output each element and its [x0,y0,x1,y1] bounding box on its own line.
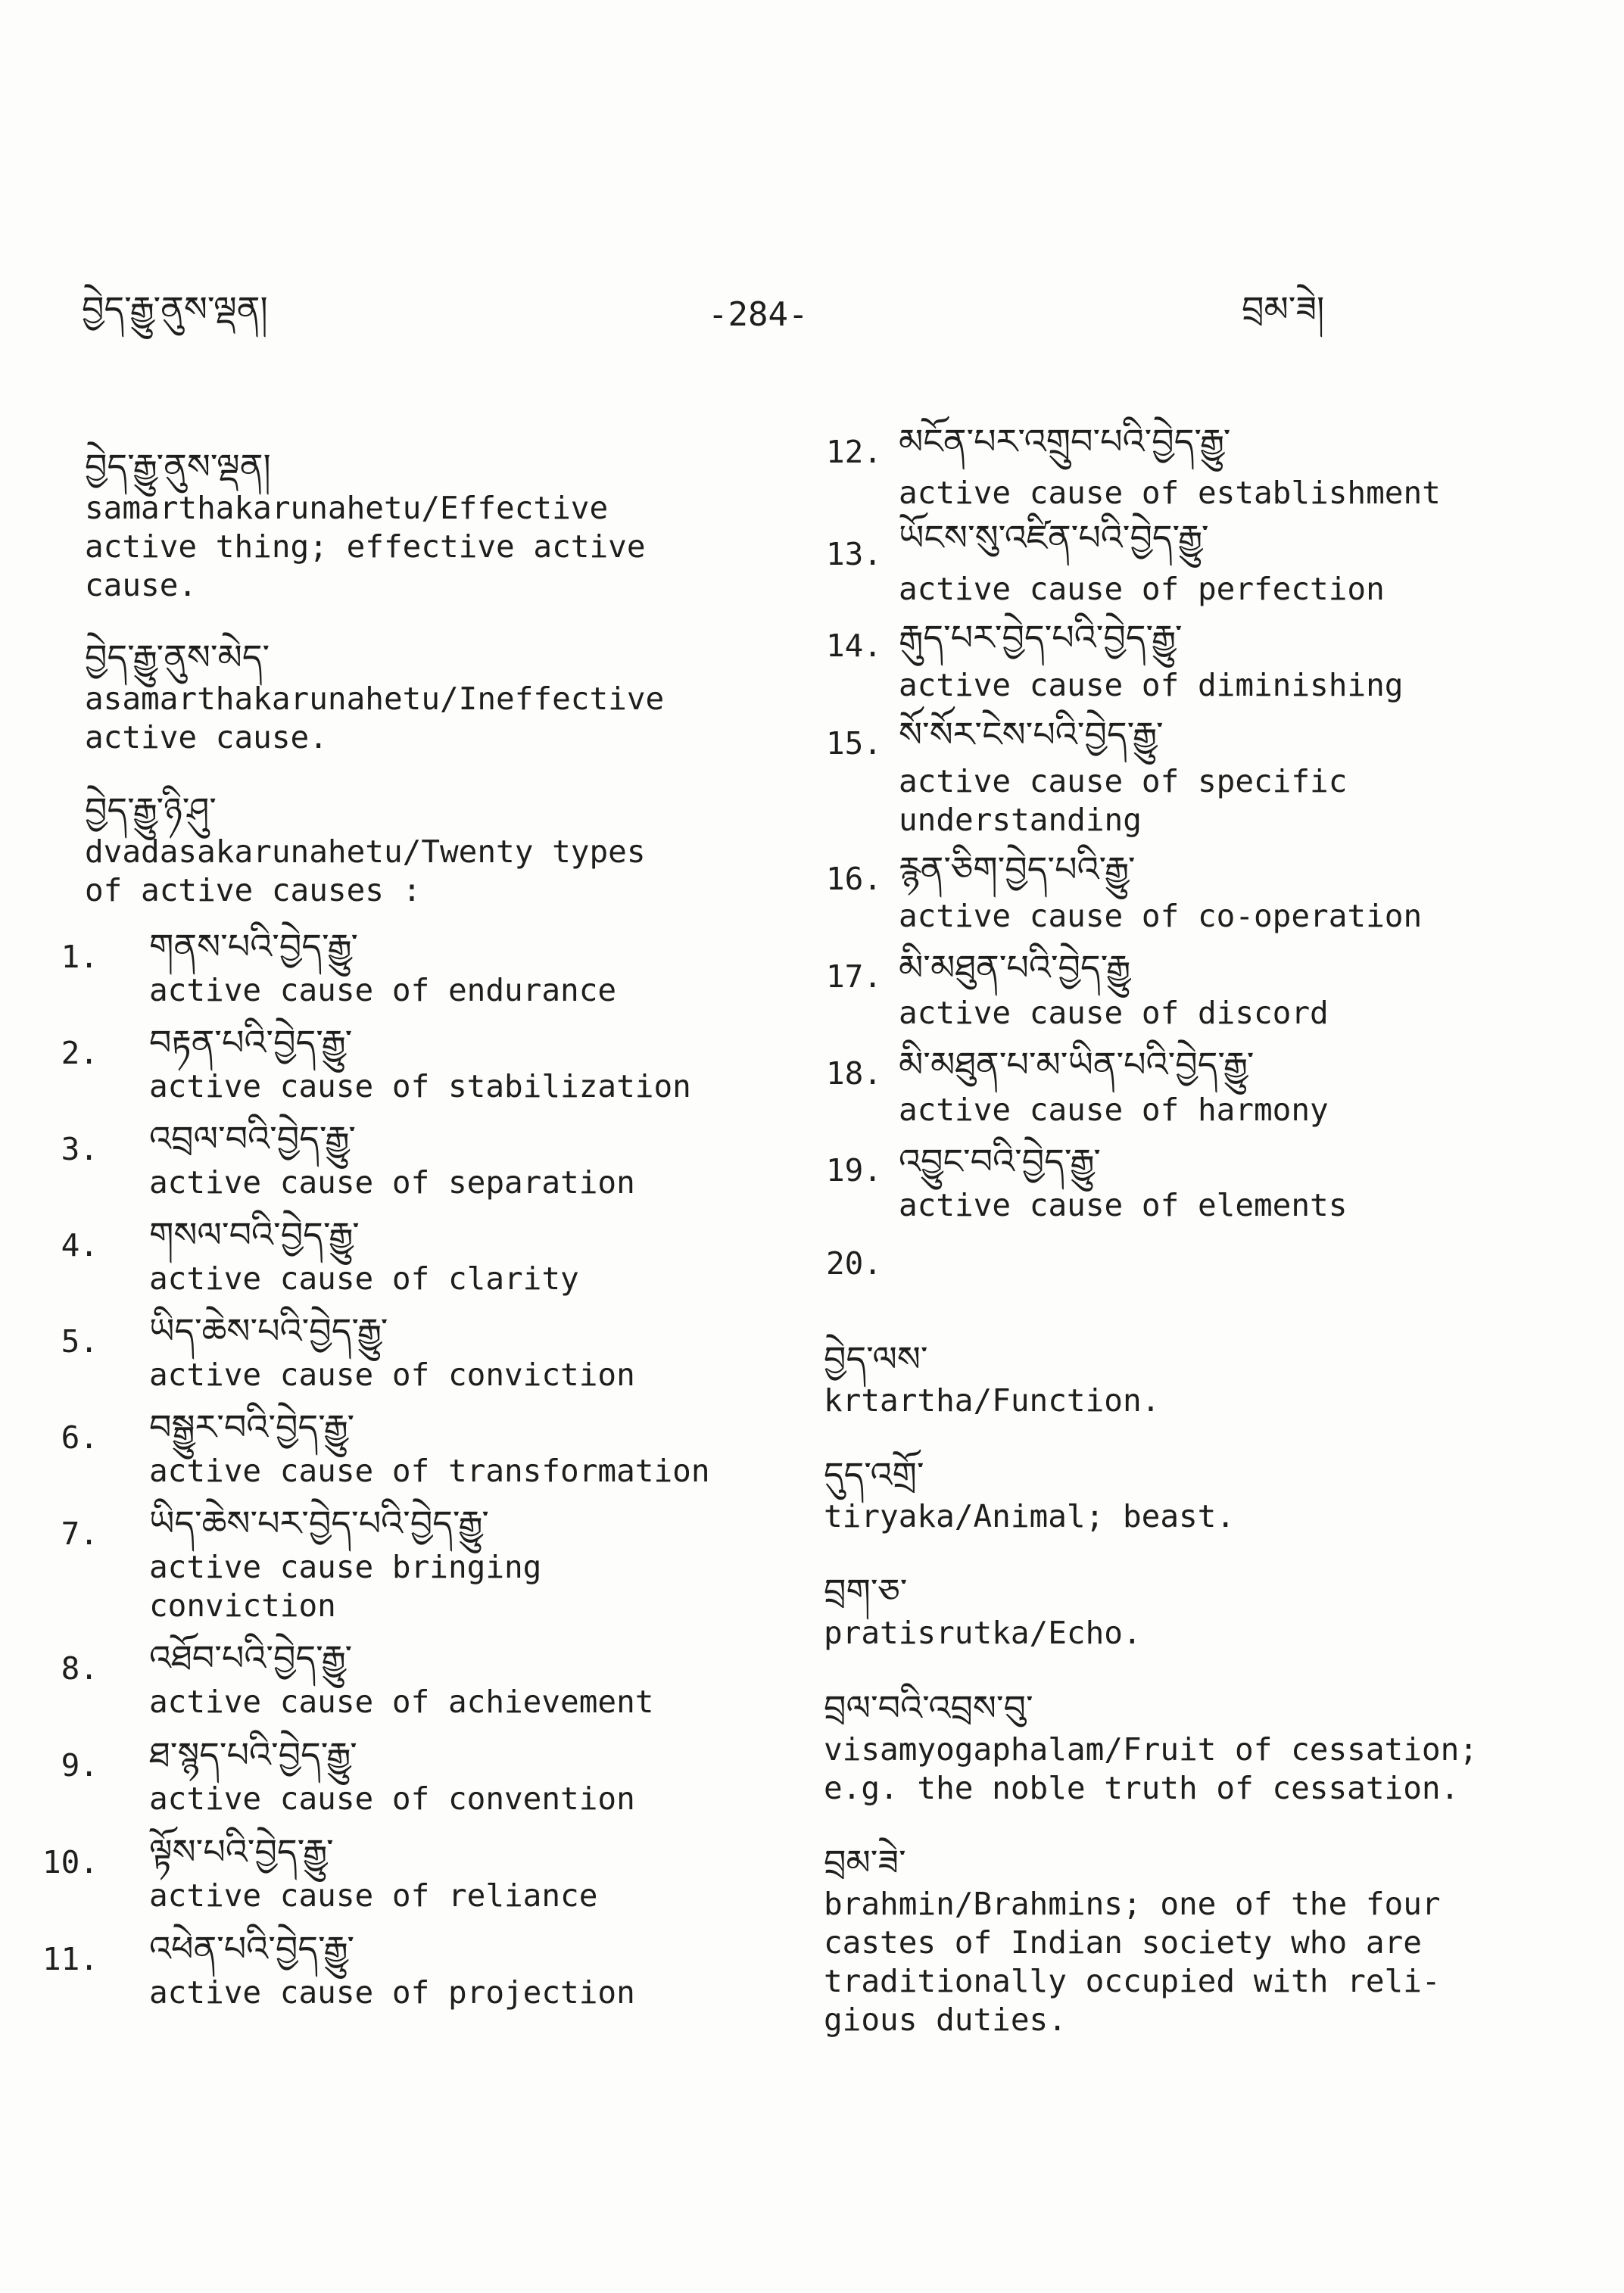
entry-headword: བྱེད་རྒྱུ་ནུས་མེད་ [85,637,270,678]
list-number: 15. [825,725,882,762]
list-item-english: active cause of conviction [149,1357,635,1393]
list-item-english: active cause of transformation [149,1453,710,1489]
list-number: 3. [61,1131,98,1167]
list-item-english: active cause of diminishing [899,667,1404,703]
entry-headword: བྲམ་ཟེ་ [824,1842,906,1883]
entry-visamyogaphalam [824,1685,1478,1808]
entry-headword: བྱེད་རྒྱུ་ཉི་ཤུ་ [85,790,217,830]
page-number: -284- [708,295,809,334]
list-item-tibetan: ལྟོས་པའི་བྱེད་རྒྱུ་ [149,1831,334,1872]
entry-definition-line: asamarthakarunahetu/Ineffective [85,681,665,717]
entry-definition-line: traditionally occupied with reli- [824,1963,1441,1999]
list-item-tibetan: མངོན་པར་འགྲུབ་པའི་བྱེད་རྒྱུ་ [899,421,1231,462]
list-item-tibetan: ཡིད་ཆེས་པར་བྱེད་པའི་བྱེད་རྒྱུ་ [149,1503,489,1544]
list-number: 18. [825,1055,882,1092]
list-item-tibetan: འཕེན་པའི་བྱེད་རྒྱུ་ [149,1928,355,1969]
list-item-tibetan: ཐ་སྙད་པའི་བྱེད་རྒྱུ་ [149,1734,357,1775]
entry-definition-line: of active causes : [85,872,422,908]
list-number: 9. [61,1747,98,1784]
list-number: 20. [825,1245,882,1282]
list-number: 6. [61,1419,98,1456]
list-number: 16. [825,861,882,897]
entry-definition-line: dvadasakarunahetu/Twenty types [85,833,646,870]
list-item-english: active cause of discord [899,995,1329,1031]
entry-dvadasakarunahetu [85,787,646,910]
list-item-tibetan: འཐོབ་པའི་བྱེད་རྒྱུ་ [149,1637,353,1678]
list-item-english: active cause of endurance [149,972,617,1008]
list-item-english: active cause of separation [149,1164,635,1201]
header-left-tibetan: བྱེད་རྒྱུ་ནུས་ལྡན། [82,288,268,329]
list-number: 12. [825,434,882,470]
list-item-english: conviction [149,1587,336,1624]
entry-definition-line: tiryaka/Animal; beast. [824,1498,1236,1534]
list-number: 10. [42,1844,98,1880]
list-number: 8. [61,1650,98,1687]
list-item-tibetan: བརྟན་པའི་བྱེད་རྒྱུ་ [149,1022,353,1063]
entry-headword: དུད་འགྲོ་ [824,1454,924,1495]
header-right-tibetan: བྲམ་ཟེ། [1242,288,1325,329]
list-item-english: active cause bringing [149,1549,542,1585]
list-number: 14. [825,628,882,664]
list-item-tibetan: གནས་པའི་བྱེད་རྒྱུ་ [149,926,359,967]
entry-headword: བྱེད་རྒྱུ་ནུས་ལྡན། [85,446,271,487]
list-number: 2. [61,1035,98,1071]
list-item-tibetan: སོ་སོར་ངེས་པའི་བྱེད་རྒྱུ་ [899,714,1164,755]
list-item-tibetan: རྙན་ཅིག་བྱེད་པའི་རྒྱུ་ [899,849,1136,889]
list-number: 4. [61,1227,98,1263]
list-item-english: active cause of achievement [149,1684,654,1720]
list-item-tibetan: མི་མཐུན་པའི་བྱེད་རྒྱུ [899,947,1131,988]
entry-definition-line: visamyogaphalam/Fruit of cessation; [824,1731,1478,1768]
list-item-english: active cause of establishment [899,475,1441,511]
entry-definition-line: pratisrutka/Echo. [824,1615,1142,1651]
list-item-tibetan: ཡོངས་སུ་འཛིན་པའི་བྱེད་རྒྱུ་ [899,517,1209,558]
list-item-english: active cause of elements [899,1187,1348,1223]
list-item-tibetan: འབྱུང་བའི་བྱེད་རྒྱུ་ [899,1141,1101,1182]
list-number: 13. [825,536,882,572]
list-item-english: active cause of perfection [899,571,1385,607]
entry-definition-line: active cause. [85,719,328,756]
list-item-tibetan: མི་མཐུན་པ་མ་ཡིན་པའི་བྱེད་རྒྱུ་ [899,1044,1255,1085]
entry-definition-line: gious duties. [824,2002,1067,2038]
list-item-tibetan: རྒུད་པར་བྱེད་པའི་བྱེད་རྒྱུ་ [899,617,1183,658]
list-number: 19. [825,1152,882,1189]
list-item-tibetan: ཡིད་ཆེས་པའི་བྱེད་རྒྱུ་ [149,1310,388,1351]
entry-headword: བྲལ་བའི་འབྲས་བུ་ [824,1687,1033,1728]
list-number: 1. [61,939,98,975]
list-item-english: active cause of co-operation [899,898,1423,934]
list-item-english: active cause of reliance [149,1877,598,1914]
list-item-english: active cause of convention [149,1781,635,1817]
entry-headword: བྲག་ཅ་ [824,1571,908,1612]
list-item-tibetan: བསྒྱུར་བའི་བྱེད་རྒྱུ་ [149,1407,355,1447]
entry-definition-line: krtartha/Function. [824,1382,1161,1419]
entry-definition-line: active thing; effective active [85,528,646,565]
entry-definition-line: e.g. the noble truth of cessation. [824,1770,1460,1806]
list-item-english: active cause of harmony [899,1092,1329,1128]
list-number: 5. [61,1323,98,1360]
list-item-english: active cause of stabilization [149,1068,691,1104]
list-number: 7. [61,1516,98,1552]
entry-samarthakarunahetu [85,444,646,605]
entry-tiryaka [824,1452,1235,1536]
entry-definition-line: samarthakarunahetu/Effective [85,490,609,526]
list-item-english: understanding [899,802,1142,838]
entry-pratisrutka [824,1569,1142,1653]
list-item-english: active cause of specific [899,763,1348,799]
entry-brahmin [824,1840,1441,2039]
list-item-english: active cause of clarity [149,1260,579,1297]
entry-definition-line: castes of Indian society who are [824,1924,1422,1961]
entry-asamarthakarunahetu [85,634,664,757]
list-item-english: active cause of projection [149,1974,635,2011]
list-item-tibetan: འབྲལ་བའི་བྱེད་རྒྱུ་ [149,1118,356,1159]
list-number: 11. [42,1941,98,1977]
entry-definition-line: brahmin/Brahmins; one of the four [824,1886,1441,1922]
entry-krtartha [824,1336,1160,1420]
list-item-tibetan: གསལ་བའི་བྱེད་རྒྱུ་ [149,1214,360,1255]
entry-headword: བྱེད་ལས་ [824,1338,928,1379]
entry-definition-line: cause. [85,567,198,603]
list-number: 17. [825,958,882,995]
